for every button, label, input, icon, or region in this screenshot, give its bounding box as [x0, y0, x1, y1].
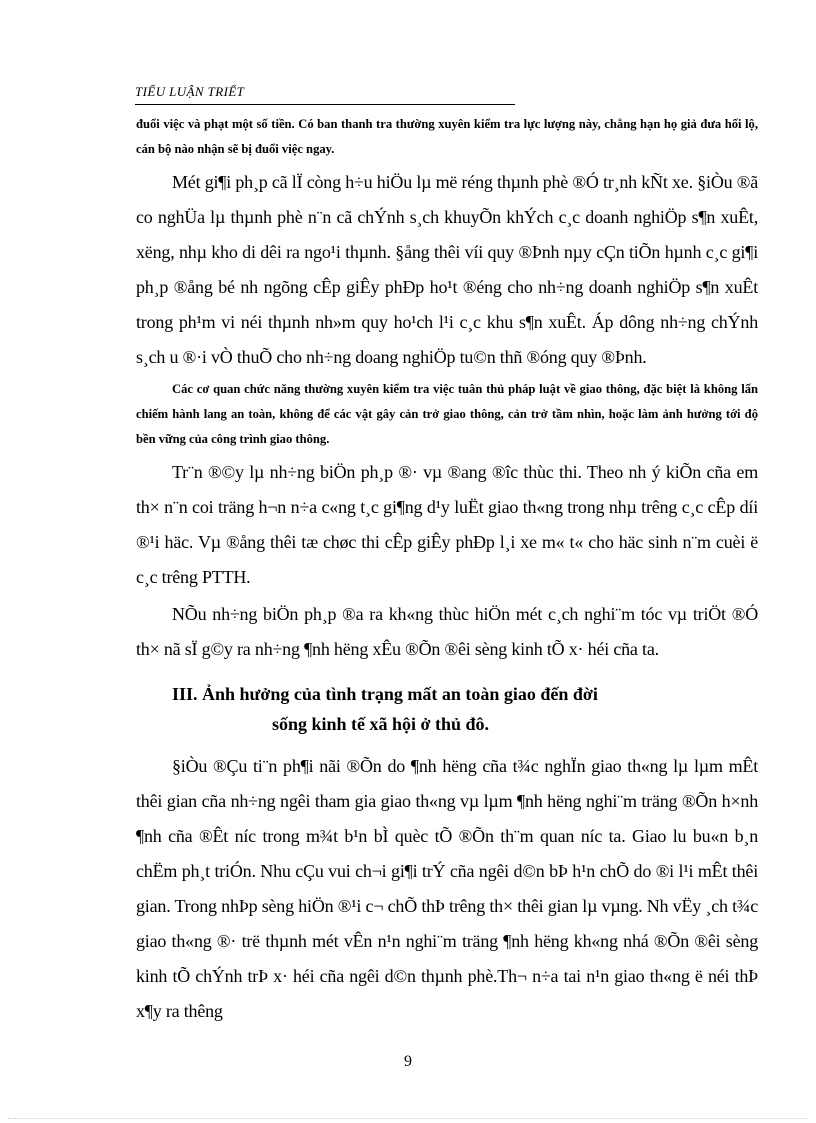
paragraph-expand-city: Mét gi¶i ph¸p cã lÏ còng h÷u hiÖu lµ më réng thµnh phè ®Ó tr¸nh kÑt xe. §iÒu ®ã co nghÜa lµ thµnh phè n¨n cã chÝnh s¸ch khuyÕn khÝch c¸c doanh nghiÖp s¶n xuÊt, xëng, nhµ kho di dêi ra ngo¹i thµnh. §ång thêi víi quy ®Þnh nµy cÇn tiÕn hµnh c¸c gi¶i ph¸p ®ång bé nh ngõng cÊp giÊy phÐp ho¹t ®éng cho nh÷ng doanh nghiÖp s¶n xuÊt trong ph¹m vi néi thµnh nh»m quy ho¹ch l¹i c¸c khu s¶n xuÊt. Áp dông nh÷ng chÝnh s¸ch u ®·i vÒ thuÕ cho nh÷ng doang nghiÖp tu©n thñ ®óng quy ®Þnh. — [136, 172, 758, 367]
section-heading-line-2: sống kinh tế xã hội ở thủ đô. — [272, 714, 490, 734]
paragraph-traffic-impact: §iÒu ®Çu ti¨n ph¶i nãi ®Õn do ¶nh hëng cña t¾c nghÏn giao th«ng lµ lµm mÊt thêi gian cña nh÷ng ngêi tham gia giao th«ng vµ lµm ¶nh hëng nghi¨m träng ®Õn h×nh ¶nh cña ®Êt níc trong m¾t b¹n bÌ quèc tÕ ®Õn th¨m quan níc ta. Giao lu bu«n b¸n chËm ph¸t triÓn. Nhu cÇu vui ch¬i gi¶i trÝ cña ngêi d©n bÞ h¹n chÕ do ®i l¹i mÊt thêi gian. Trong nhÞp sèng hiÖn ®¹i c¬ chÕ thÞ trêng th× thêi gian lµ vµng. Nh vËy ¸ch t¾c giao th«ng ®· trë thµnh mét vÊn n¹n nghi¨m träng ¶nh hëng kh«ng nhá ®Õn ®êi sèng kinh tÕ chÝnh trÞ x· héi cña ngêi d©n thµnh phè.Th¬ n÷a tai n¹n giao th«ng ë néi thÞ x¶y ra thêng — [136, 756, 758, 1021]
page-header: TIỂU LUẬN TRIẾT — [135, 84, 515, 105]
paragraph-agencies-inspection: Các cơ quan chức năng thường xuyên kiểm tra việc tuân thủ pháp luật về giao thông, đặc biệt là không lấn chiếm hành lang an toàn, không để các vật gây cản trở giao thông, cản trở tầm nhìn, hoặc làm ảnh hưởng tới độ bền vững của công trình giao thông. — [136, 382, 758, 446]
page-body — [136, 112, 758, 1031]
section-heading — [136, 679, 758, 739]
page-bottom-divider — [8, 1118, 808, 1119]
paragraph-teaching-traffic-law: Tr¨n ®©y lµ nh÷ng biÖn ph¸p ®· vµ ®ang ®îc thùc thi. Theo nh ý kiÕn cña em th× n¨n coi träng h¬n n÷a c«ng t¸c gi¶ng d¹y luËt giao th«ng trong nhµ trêng c¸c cÊp díi ®¹i häc. Vµ ®ång thêi tæ chøc thi cÊp giÊy phÐp l¸i xe m« t« cho häc sinh n¨m cuèi ë c¸c trêng PTTH. — [136, 462, 758, 587]
paragraph-inspection-continued: đuổi việc và phạt một số tiền. Có ban thanh tra thường xuyên kiểm tra lực lượng này, chẳng hạn họ giả đưa hối lộ, cán bộ nào nhận sẽ bị đuổi việc ngay. — [136, 117, 758, 156]
section-heading-line-1: III. Ảnh hưởng của tình trạng mất an toàn giao đến đời — [172, 684, 598, 704]
paragraph-consequences: NÕu nh÷ng biÖn ph¸p ®a ra kh«ng thùc hiÖn mét c¸ch nghi¨m tóc vµ triÖt ®Ó th× nã sÏ g©y ra nh÷ng ¶nh hëng xÊu ®Õn ®êi sèng kinh tÕ x· héi cña ta. — [136, 604, 758, 659]
page-number: 9 — [404, 1053, 412, 1070]
